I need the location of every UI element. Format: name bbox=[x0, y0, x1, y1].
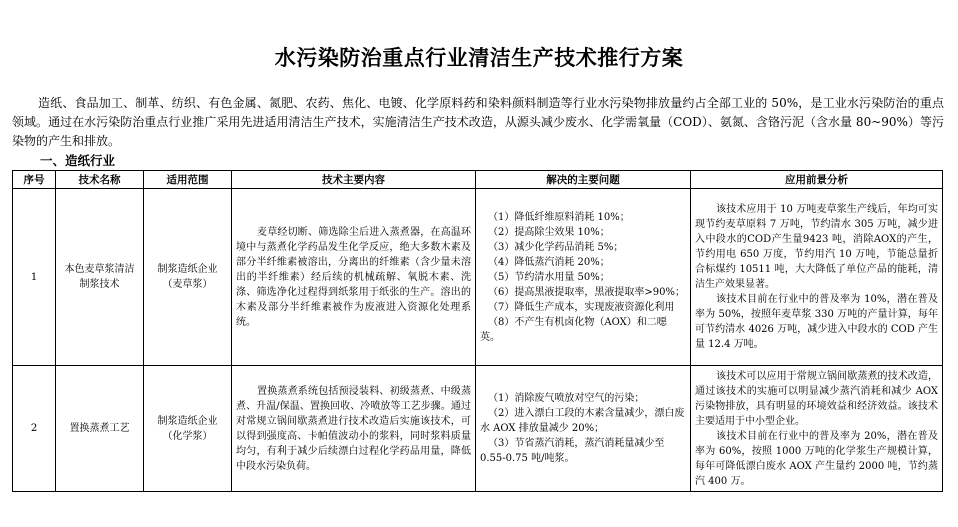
analysis-paragraph: 该技术目前在行业中的普及率为 10%，潜在普及率为 50%，按照年麦草浆 330 万吨的产量计算，每年可节约清水 4026 万吨，减少进入中段水的 COD 产生量 12.4 万吨。 bbox=[695, 294, 938, 350]
table-row bbox=[13, 189, 943, 366]
table-header-row bbox=[13, 171, 943, 189]
document-title: 水污染防治重点行业清洁生产技术推行方案 bbox=[274, 46, 684, 70]
application-analysis bbox=[691, 366, 943, 492]
technology-content: 麦草经切断、筛选除尘后进入蒸煮器，在高温环境中与蒸煮化学药品发生化学反应，绝大多数木素及部分半纤维素被溶出，分离出的纤维素（含少量未溶出的半纤维素）经后续的机械疏解、氧脱木素、洗涤、筛选净化过程得到纸浆用于纸张的生产。溶出的木素及部分半纤维素被作为废液进入资源化处理系统。 bbox=[232, 189, 476, 366]
problem-item: （6）提高黑液提取率，黑液提取率>90%； bbox=[488, 286, 685, 298]
technology-name: 本色麦草浆清洁制浆技术 bbox=[56, 189, 144, 366]
problem-item: （1）降低纤维原料消耗 10%； bbox=[488, 211, 630, 223]
problems-solved bbox=[476, 189, 691, 366]
intro-paragraph: 造纸、食品加工、制革、纺织、有色金属、氮肥、农药、焦化、电镀、化学原料药和染料颜料制造等行业水污染物排放量约占全部工业的 50%，是工业水污染防治的重点领域。通过在水污染防治重点行业推广采用先进适用清洁生产技术，实施清洁生产技术改造，从源头减少废水、化学需氧量（COD）、氨氮、含铬污泥（含水量 80~90%）等污染物的产生和排放。 bbox=[12, 96, 944, 148]
header-content: 技术主要内容 bbox=[232, 171, 476, 189]
header-problems: 解决的主要问题 bbox=[476, 171, 691, 189]
problems-solved bbox=[476, 366, 691, 492]
problem-item: （1）消除废气喷放对空气的污染； bbox=[488, 393, 645, 404]
header-analysis: 应用前景分析 bbox=[691, 171, 943, 189]
problem-item: （8）不产生有机卤化物（AOX）和二噁英。 bbox=[480, 316, 667, 343]
analysis-paragraph: 该技术应用于 10 万吨麦草浆生产线后，年均可实现节约麦草原料 7 万吨，节约清水 305 万吨，减少进入中段水的COD产生量9423 吨，消除AOX的产生，节约用电 650 万度，节约用汽 10 万吨，节能总量折合标煤约 10511 吨，大大降低了单位产品的能耗，清洁生产效果显著。 bbox=[695, 204, 938, 290]
problem-item: （4）降低蒸汽消耗 20%； bbox=[488, 256, 610, 268]
problem-item: （2）进入漂白工段的木素含量减少，漂白废水 AOX 排放量减少 20%； bbox=[480, 408, 685, 434]
problem-item: （7）降低生产成本，实现废液资源化利用 bbox=[488, 301, 675, 313]
row-number: 1 bbox=[13, 189, 56, 366]
table-row bbox=[13, 366, 943, 492]
header-no: 序号 bbox=[13, 171, 56, 189]
problem-item: （3）减少化学药品消耗 5%； bbox=[488, 241, 624, 253]
section-heading: 一、造纸行业 bbox=[40, 153, 116, 168]
application-analysis bbox=[691, 189, 943, 366]
applicable-scope: 制浆造纸企业（化学浆） bbox=[144, 366, 232, 492]
applicable-scope: 制浆造纸企业（麦草浆） bbox=[144, 189, 232, 366]
problem-item: （2）提高除尘效果 10%； bbox=[488, 226, 610, 238]
technology-table bbox=[12, 170, 943, 492]
technology-name: 置换蒸煮工艺 bbox=[56, 366, 144, 492]
analysis-paragraph: 该技术目前在行业中的普及率为 20%，潜在普及率为 60%，按照 1000 万吨的化学浆生产规模计算，每年可降低漂白废水 AOX 产生量约 2000 吨，节约蒸汽 400 万。 bbox=[695, 430, 938, 487]
problem-item: （3）节省蒸汽消耗，蒸汽消耗量减少至 0.55-0.75 吨/吨浆。 bbox=[480, 438, 665, 464]
problem-item: （5）节约清水用量 50%； bbox=[488, 271, 610, 283]
row-number: 2 bbox=[13, 366, 56, 492]
header-scope: 适用范围 bbox=[144, 171, 232, 189]
technology-content: 置换蒸煮系统包括预浸装料、初级蒸煮、中级蒸煮、升温/保温、置换回收、冷喷放等工艺步骤。通过对常规立锅间歇蒸煮进行技术改造后实施该技术，可以得到强度高、卡帕值波动小的浆料，同时浆料质量均匀，有利于减少后续漂白过程化学药品用量，降低中段水污染负荷。 bbox=[232, 366, 476, 492]
header-name: 技术名称 bbox=[56, 171, 144, 189]
analysis-paragraph: 该技术可以应用于常规立锅间歇蒸煮的技术改造，通过该技术的实施可以明显减少蒸汽消耗和减少 AOX 污染物排放，具有明显的环境效益和经济效益。该技术主要适用于中小型企业。 bbox=[695, 370, 938, 427]
